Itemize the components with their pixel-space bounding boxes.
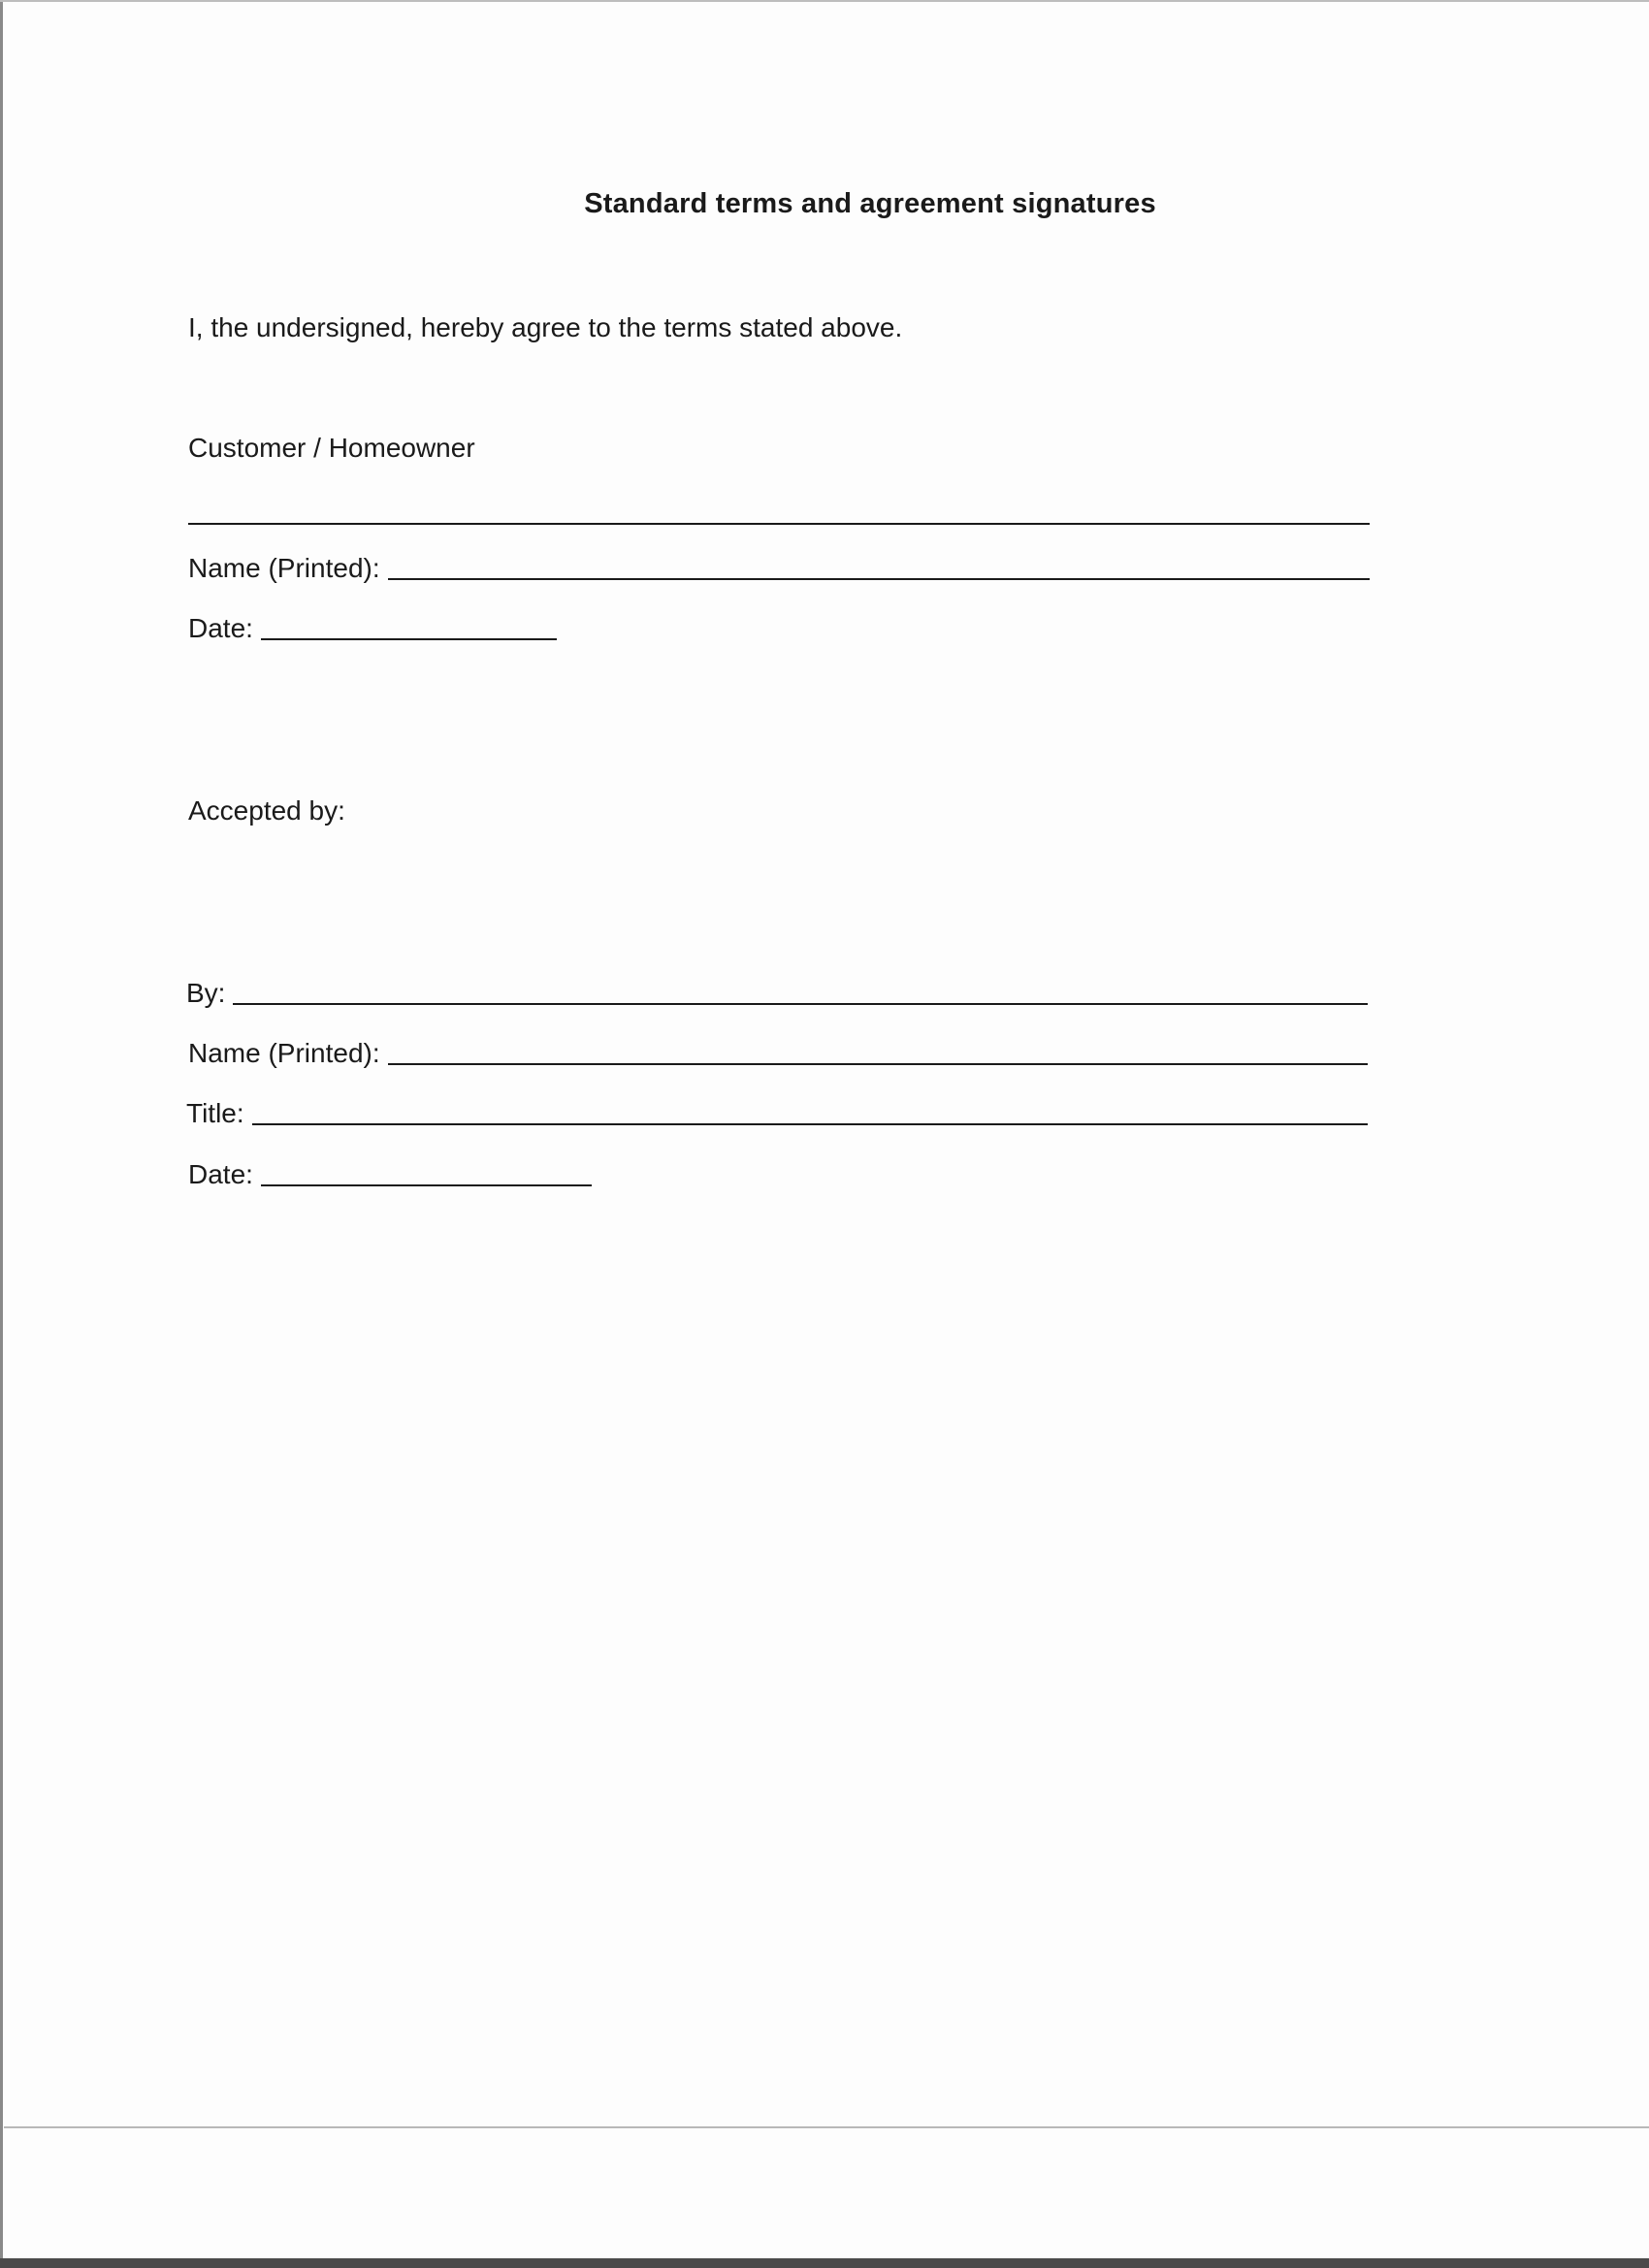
customer-name-line[interactable] bbox=[388, 578, 1370, 580]
customer-date-label: Date: bbox=[188, 613, 253, 643]
accepted-by-line[interactable] bbox=[233, 1003, 1368, 1005]
acceptance-section-heading: Accepted by: bbox=[188, 795, 345, 826]
acceptor-title-line[interactable] bbox=[252, 1123, 1368, 1125]
acceptor-title-label: Title: bbox=[186, 1098, 244, 1128]
customer-name-label: Name (Printed): bbox=[188, 553, 380, 583]
scan-bottom-edge bbox=[0, 2258, 1649, 2268]
scan-page-edge-line bbox=[4, 2126, 1649, 2128]
accepted-by-label: By: bbox=[186, 978, 226, 1008]
acceptor-title-field[interactable] bbox=[186, 1098, 1368, 1129]
acceptor-date-line[interactable] bbox=[261, 1184, 592, 1186]
customer-name-field[interactable] bbox=[188, 553, 1370, 584]
acceptor-name-label: Name (Printed): bbox=[188, 1038, 380, 1068]
customer-date-line[interactable] bbox=[261, 638, 557, 640]
customer-section-heading: Customer / Homeowner bbox=[188, 433, 475, 463]
agreement-statement: I, the undersigned, hereby agree to the terms stated above. bbox=[188, 312, 903, 342]
document-title: Standard terms and agreement signatures bbox=[584, 188, 1156, 219]
customer-date-field[interactable] bbox=[188, 613, 557, 644]
acceptor-name-field[interactable] bbox=[188, 1038, 1368, 1069]
accepted-by-field[interactable] bbox=[186, 978, 1368, 1009]
acceptor-date-field[interactable] bbox=[188, 1159, 592, 1190]
customer-signature-line[interactable] bbox=[188, 523, 1370, 525]
acceptor-name-line[interactable] bbox=[388, 1063, 1368, 1065]
scan-top-edge bbox=[0, 0, 1649, 2]
acceptor-date-label: Date: bbox=[188, 1159, 253, 1189]
